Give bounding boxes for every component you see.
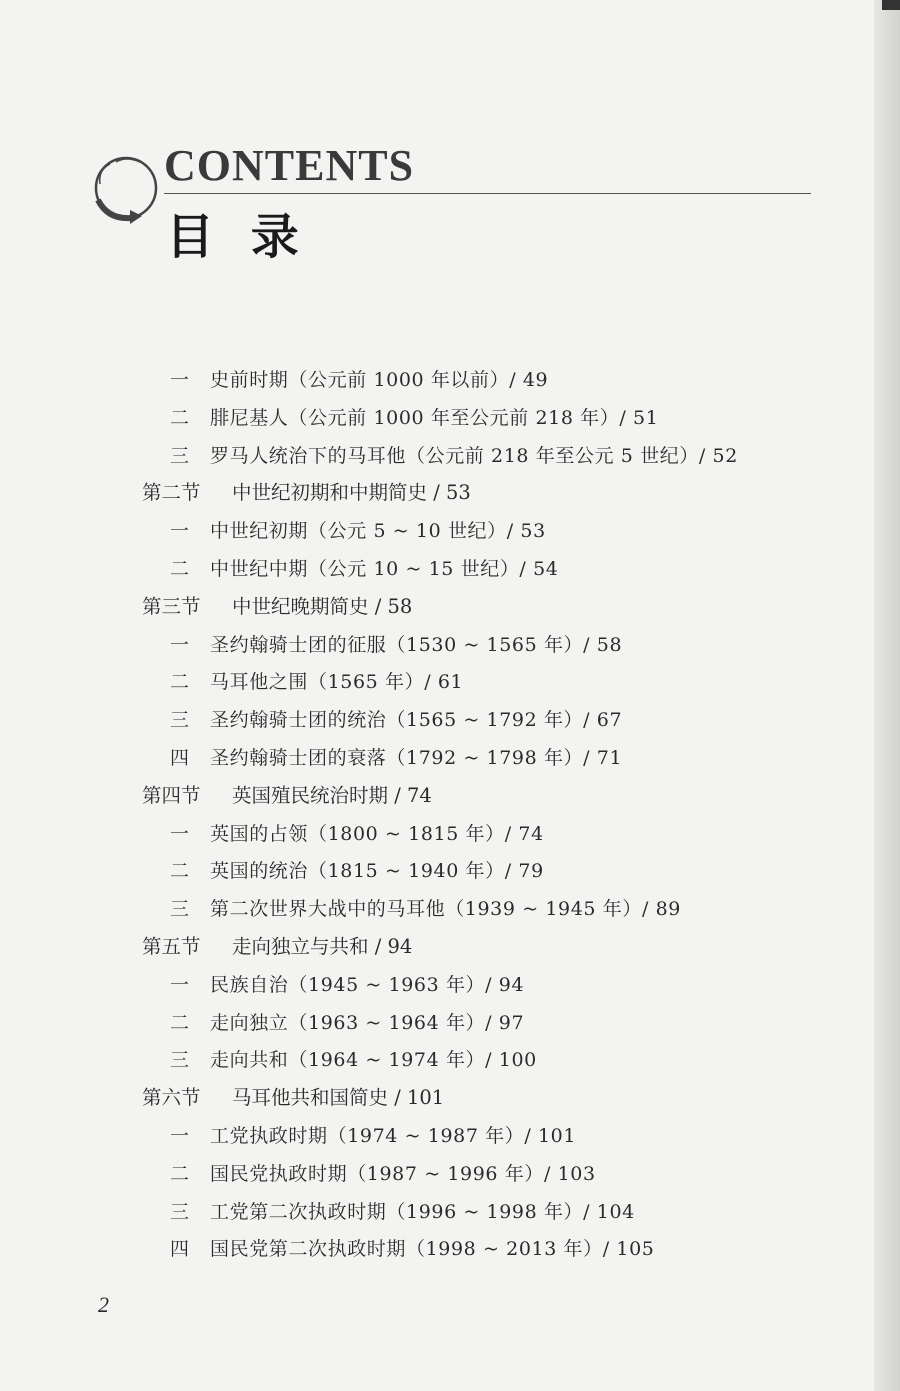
- toc-section-entry: [142, 935, 412, 959]
- toc-entry-marker: 第六节: [142, 1086, 201, 1110]
- toc-subsection-entry: [170, 708, 622, 732]
- toc-entry-text: 马耳他共和国简史 / 101: [232, 1086, 445, 1110]
- title-rule: [164, 193, 811, 194]
- toc-entry-text: 中世纪晚期简史 / 58: [232, 594, 413, 618]
- toc-subsection-entry: [170, 519, 546, 543]
- toc-entry-text: 国民党执政时期（1987 ~ 1996 年）/ 103: [210, 1162, 596, 1185]
- toc-entry-text: 圣约翰骑士团的征服（1530 ~ 1565 年）/ 58: [210, 633, 623, 656]
- toc-entry-marker: 三: [170, 898, 190, 921]
- toc-subsection-entry: [170, 633, 622, 657]
- contents-header: [86, 140, 811, 265]
- toc-entry-text: 英国的统治（1815 ~ 1940 年）/ 79: [210, 860, 544, 883]
- toc-entry-marker: 一: [170, 633, 190, 656]
- toc-section-entry: [142, 1086, 444, 1110]
- toc-section-entry: [142, 595, 412, 619]
- toc-entry-marker: 三: [170, 1200, 190, 1223]
- toc-subsection-entry: [170, 897, 681, 921]
- toc-subsection-entry: [170, 557, 558, 581]
- toc-subsection-entry: [170, 1162, 596, 1186]
- toc-entry-marker: 二: [170, 1162, 190, 1185]
- toc-entry-text: 圣约翰骑士团的统治（1565 ~ 1792 年）/ 67: [210, 709, 623, 732]
- toc-entry-text: 史前时期（公元前 1000 年以前）/ 49: [210, 369, 549, 391]
- toc-entry-text: 中世纪中期（公元 10 ~ 15 世纪）/ 54: [210, 558, 559, 580]
- page-number: 2: [98, 1292, 109, 1317]
- toc-entry-text: 工党第二次执政时期（1996 ~ 1998 年）/ 104: [210, 1200, 635, 1223]
- toc-entry-text: 腓尼基人（公元前 1000 年至公元前 218 年）/ 51: [210, 406, 659, 429]
- toc-entry-marker: 二: [170, 671, 190, 694]
- toc-entry-marker: 第五节: [142, 935, 201, 958]
- toc-entry-text: 民族自治（1945 ~ 1963 年）/ 94: [210, 973, 525, 996]
- toc-subsection-entry: [170, 368, 548, 392]
- toc-entry-text: 工党执政时期（1974 ~ 1987 年）/ 101: [210, 1125, 577, 1147]
- toc-subsection-entry: [170, 1200, 635, 1224]
- toc-subsection-entry: [170, 670, 463, 694]
- toc-entry-text: 英国的占领（1800 ~ 1815 年）/ 74: [210, 822, 544, 845]
- toc-section-entry: [142, 784, 432, 808]
- toc-entry-text: 中世纪初期（公元 5 ~ 10 世纪）/ 53: [210, 520, 546, 543]
- toc-entry-marker: 第四节: [142, 783, 201, 807]
- toc-entry-marker: 一: [170, 822, 190, 845]
- toc-entry-text: 走向共和（1964 ~ 1974 年）/ 100: [210, 1049, 537, 1072]
- toc-entry-marker: 三: [170, 444, 190, 467]
- toc-entry-marker: 一: [170, 520, 190, 543]
- toc-entry-marker: 第二节: [142, 481, 201, 505]
- toc-entry-text: 中世纪初期和中期简史 / 53: [232, 481, 471, 505]
- toc-entry-marker: 四: [170, 747, 190, 769]
- toc-subsection-entry: [170, 822, 544, 846]
- toc-entry-marker: 一: [170, 973, 190, 996]
- page-edge-shadow: [874, 0, 900, 1391]
- toc-entry-text: 罗马人统治下的马耳他（公元前 218 年至公元 5 世纪）/ 52: [210, 444, 738, 467]
- toc-subsection-entry: [170, 444, 738, 468]
- toc-subsection-entry: [170, 1048, 537, 1072]
- toc-entry-marker: 一: [170, 1125, 190, 1147]
- toc-entry-marker: 三: [170, 1049, 190, 1072]
- toc-entry-text: 圣约翰骑士团的衰落（1792 ~ 1798 年）/ 71: [210, 747, 623, 769]
- toc-subsection-entry: [170, 1124, 576, 1148]
- toc-entry-marker: 四: [170, 1238, 190, 1261]
- toc-subsection-entry: [170, 859, 544, 883]
- toc-entry-text: 走向独立（1963 ~ 1964 年）/ 97: [210, 1011, 525, 1034]
- toc-entry-marker: 第三节: [142, 594, 201, 618]
- toc-entry-marker: 二: [170, 1011, 190, 1034]
- toc-entry-text: 走向独立与共和 / 94: [232, 935, 413, 958]
- toc-subsection-entry: [170, 746, 622, 770]
- toc-entry-marker: 二: [170, 558, 190, 580]
- toc-entry-text: 第二次世界大战中的马耳他（1939 ~ 1945 年）/ 89: [210, 898, 681, 921]
- toc-entry-text: 英国殖民统治时期 / 74: [232, 783, 432, 807]
- globe-arrow-icon: [86, 148, 166, 228]
- toc-subsection-entry: [170, 1011, 524, 1035]
- corner-mark: [882, 0, 900, 10]
- toc-subsection-entry: [170, 406, 658, 430]
- toc-entry-marker: 一: [170, 369, 190, 391]
- toc-entry-marker: 三: [170, 709, 190, 732]
- toc-entry-text: 马耳他之围（1565 年）/ 61: [210, 671, 464, 694]
- toc-entry-text: 国民党第二次执政时期（1998 ~ 2013 年）/ 105: [210, 1238, 655, 1261]
- toc-subsection-entry: [170, 973, 524, 997]
- toc-subsection-entry: [170, 1237, 654, 1261]
- toc-section-entry: [142, 481, 471, 505]
- toc-entry-marker: 二: [170, 406, 190, 429]
- toc-entry-marker: 二: [170, 860, 190, 883]
- chinese-title: 目 录: [166, 209, 309, 265]
- contents-title: CONTENTS: [164, 141, 415, 190]
